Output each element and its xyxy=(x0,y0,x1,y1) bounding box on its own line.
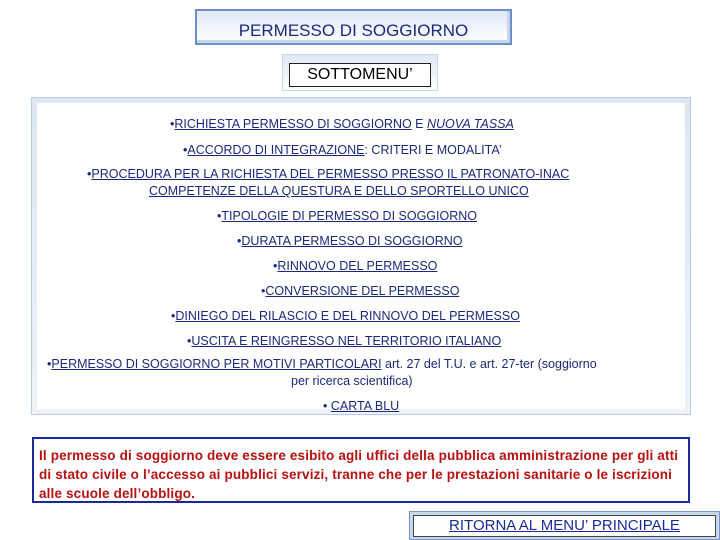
bullet: • xyxy=(47,357,52,371)
link-rinnovo[interactable]: RINNOVO DEL PERMESSO xyxy=(277,259,438,273)
menu-item-richiesta xyxy=(170,117,514,131)
menu-item-tipologie xyxy=(217,209,477,223)
return-main-menu-label[interactable]: RITORNA AL MENU’ PRINCIPALE xyxy=(413,515,716,537)
menu-item-rinnovo xyxy=(273,259,437,273)
bullet: • xyxy=(171,309,176,323)
menu-item-motivi-particolari xyxy=(47,357,597,371)
page-title-box xyxy=(195,9,512,45)
bullet: • xyxy=(273,259,278,273)
menu-item-diniego xyxy=(171,309,520,323)
link-uscita[interactable]: USCITA E REINGRESSO NEL TERRITORIO ITALIANO xyxy=(191,334,502,348)
accordo-suffix: : CRITERI E MODALITA’ xyxy=(364,143,502,157)
link-conversione[interactable]: CONVERSIONE DEL PERMESSO xyxy=(265,284,460,298)
bullet: • xyxy=(187,334,192,348)
menu-item-conversione xyxy=(261,284,459,298)
link-tipologie[interactable]: TIPOLOGIE DI PERMESSO DI SOGGIORNO xyxy=(221,209,477,223)
bullet: • xyxy=(87,167,92,181)
bullet: • xyxy=(323,399,331,413)
link-richiesta-permesso[interactable]: RICHIESTA PERMESSO DI SOGGIORNO xyxy=(174,117,412,131)
bullet: • xyxy=(261,284,266,298)
bullet: • xyxy=(170,117,175,131)
menu-item-uscita xyxy=(187,334,501,348)
link-nuova-tassa[interactable]: NUOVA TASSA xyxy=(427,117,514,131)
submenu-title: SOTTOMENU’ xyxy=(289,63,431,87)
submenu-header-box xyxy=(282,54,438,91)
menu-item-carta-blu xyxy=(323,399,399,413)
menu-item-procedura-line2 xyxy=(149,184,529,198)
menu-item-accordo xyxy=(183,143,502,157)
link-diniego[interactable]: DINIEGO DEL RILASCIO E DEL RINNOVO DEL PERMESSO xyxy=(175,309,520,323)
return-main-menu-button[interactable] xyxy=(409,511,720,540)
page-title: PERMESSO DI SOGGIORNO xyxy=(238,21,469,40)
submenu-list xyxy=(37,103,685,413)
menu-item-procedura xyxy=(87,167,569,181)
menu-item-motivi-line2 xyxy=(291,374,413,388)
motivi-suffix: art. 27 del T.U. e art. 27-ter (soggiorno xyxy=(381,357,597,371)
bullet: • xyxy=(217,209,222,223)
bullet: • xyxy=(183,143,188,157)
link-durata[interactable]: DURATA PERMESSO DI SOGGIORNO xyxy=(241,234,463,248)
notice-box xyxy=(32,437,690,503)
link-carta-blu[interactable]: CARTA BLU xyxy=(330,399,400,413)
link-accordo-integrazione[interactable]: ACCORDO DI INTEGRAZIONE xyxy=(187,143,365,157)
menu-item-durata xyxy=(237,234,462,248)
bullet: • xyxy=(237,234,242,248)
separator-text: E xyxy=(411,117,427,131)
link-motivi-particolari[interactable]: PERMESSO DI SOGGIORNO PER MOTIVI PARTICOLARI xyxy=(51,357,382,371)
motivi-suffix-line2: per ricerca scientifica) xyxy=(291,374,413,388)
link-procedura-line1[interactable]: PROCEDURA PER LA RICHIESTA DEL PERMESSO PRESSO IL PATRONATO-INAC xyxy=(91,167,570,181)
notice-text: Il permesso di soggiorno deve essere esibito agli uffici della pubblica amministrazione per gli atti di stato civile o l’accesso ai pubblici servizi, tranne che per le prestazioni sanitarie o le iscrizioni alle scuole dell’obbligo. xyxy=(39,448,679,501)
link-procedura-line2[interactable]: COMPETENZE DELLA QUESTURA E DELLO SPORTELLO UNICO xyxy=(149,184,529,198)
submenu-panel xyxy=(31,97,691,415)
